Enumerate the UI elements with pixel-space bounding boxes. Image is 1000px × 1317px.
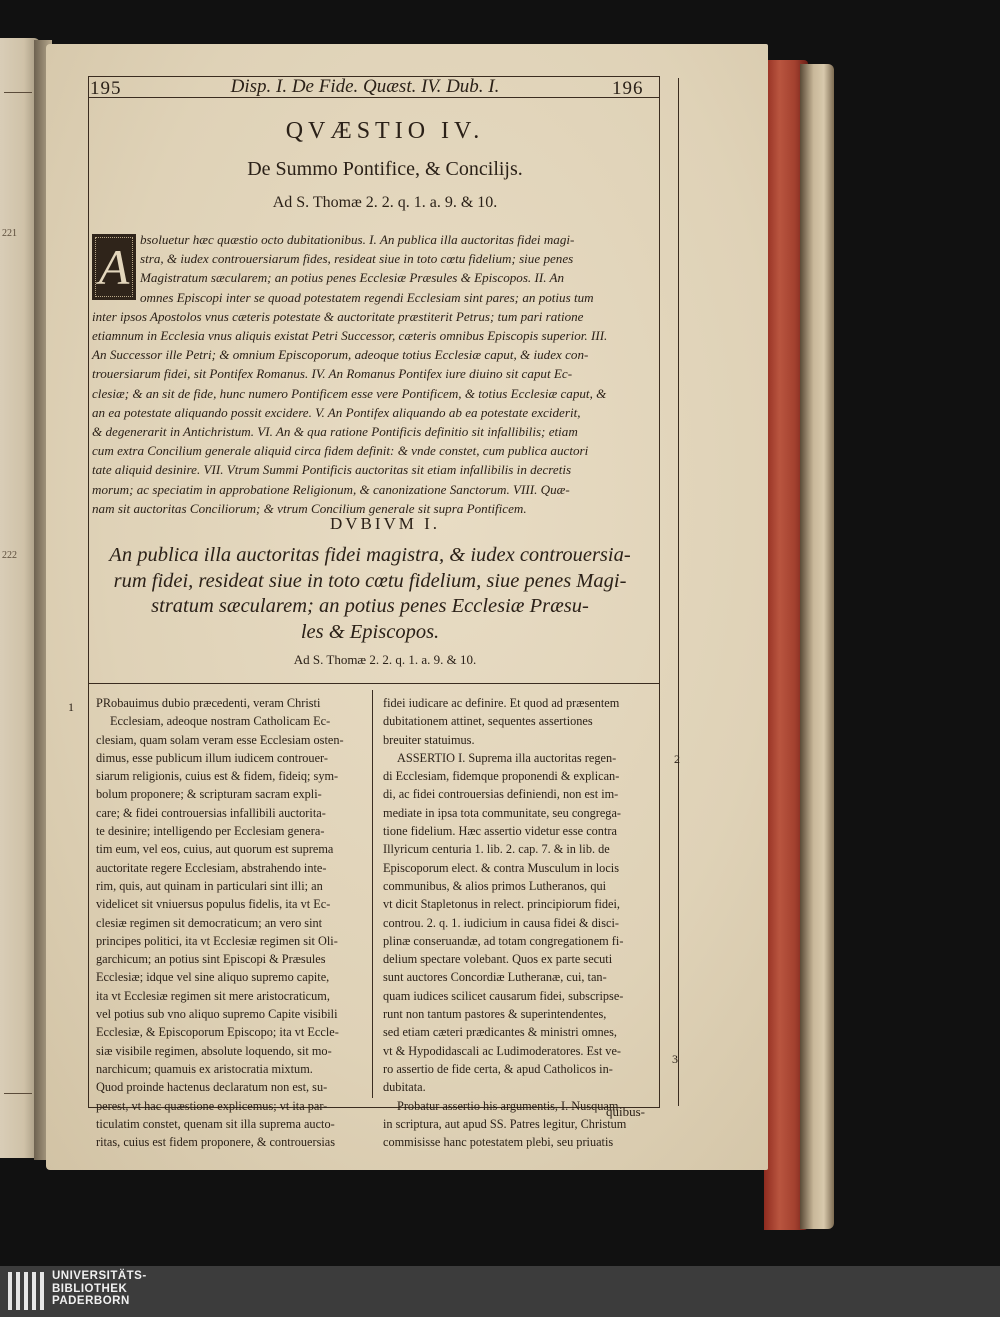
body-line: Ecclesiæ; idque vel sine aliquo supremo capite,: [96, 970, 330, 985]
body-line: sed etiam cæteri prædicantes & ministri omnes,: [383, 1025, 617, 1040]
body-line: ita vt Ecclesiæ regimen sit mere aristocraticum,: [96, 988, 330, 1003]
body-line: PRobauimus dubio præcedenti, veram Christi: [96, 696, 321, 710]
page-number-left: 195: [90, 78, 122, 99]
body-line: Ecclesiam, adeoque nostram Catholicam Ec-: [110, 714, 331, 729]
body-line: vt & Hypodidascali ac Ludimoderatores. Est ve-: [383, 1043, 622, 1058]
body-line: narchicum; quamuis ex aristocratia mixtum.: [96, 1061, 313, 1076]
intro-line: morum; ac speciatim in approbatione Religionum, & canonizatione Sanctorum. VIII. Quæ-: [92, 481, 570, 497]
body-line: dubitata.: [383, 1080, 426, 1095]
intro-line: tate aliquid desinire. VII. Vtrum Summi Pontificis auctoritas sit etiam infallibilis in decretis: [92, 462, 572, 478]
body-line: plinæ conseruandæ, ad totam congregationem fi-: [383, 933, 624, 948]
body-line: breuiter statuimus.: [383, 732, 475, 747]
margin-number-3: 3: [672, 1052, 678, 1066]
intro-line: omnes Episcopi inter se quoad potestatem regendi Ecclesiam sint pares; an potius tum: [140, 289, 594, 305]
library-name: [52, 1270, 147, 1308]
body-line: tione fidelium. Hæc assertio videtur esse contra: [383, 824, 617, 839]
body-line: di, ac fidei controuersias definiendi, non est im-: [383, 787, 619, 802]
intro-line: Magistratum sæcularem; an potius penes Ecclesiæ Præsules & Episcopos. II. An: [140, 270, 565, 286]
body-line: controu. 2. q. 1. iudicium in causa fidei & disci-: [383, 915, 619, 930]
page-number-right: 196: [612, 78, 644, 99]
body-line: Probatur assertio his argumentis, I. Nusquam: [397, 1098, 619, 1113]
dubium-question-line: rum fidei, resideat siue in toto cœtu fidelium, siue penes Magi-: [113, 569, 627, 592]
body-line: principes politici, ita vt Ecclesiæ regimen sit Oli-: [96, 933, 338, 948]
margin-number-2: 2: [674, 752, 680, 766]
intro-line: stra, & iudex controuersiarum fides, resideat siue in toto cœtu fidelium; siue penes: [140, 251, 574, 267]
quaestio-introduction: [92, 230, 650, 518]
body-line: delium spectare volebant. Quos ex parte secuti: [383, 952, 613, 967]
intro-line: & degenerarit in Antichristum. VI. An & qua ratione Pontificis definitio sit infallibilis; etiam: [92, 424, 578, 440]
body-line: siarum religionis, cuius est & fidem, fideiq; sym-: [96, 769, 339, 784]
quaestio-title: QVÆSTIO IV.: [285, 118, 485, 144]
body-line: vt dicit Stapletonus in relect. principiorum fidei,: [383, 897, 621, 912]
body-line: commisisse hanc potestatem plebi, seu priuatis: [383, 1135, 614, 1150]
body-line: garchicum; an potius sint Episcopi & Præsules: [96, 952, 326, 967]
library-logo-icon: [8, 1272, 44, 1310]
library-name-line: UNIVERSITÄTS-: [52, 1270, 147, 1282]
body-column-right: [383, 694, 655, 1151]
body-line: fidei iudicare ac definire. Et quod ad præsentem: [383, 696, 620, 710]
decorated-initial: A: [92, 234, 136, 300]
intro-line: inter ipsos Apostolos vnus cæteris potestate & auctoritate præstiterit Petrus; tum pari ratione: [92, 308, 584, 324]
intro-line: an ea potestate aliquando possit excidere. V. An Pontifex aliquando ab ea potestate exciderit,: [92, 404, 581, 420]
body-line: di Ecclesiam, fidemque proponendi & explican-: [383, 769, 620, 784]
body-line: vel potius sub vno aliquo supremo Capite visibili: [96, 1007, 338, 1022]
body-line: dimus, esse publicum illum iudicem controuer-: [96, 750, 328, 765]
dubium-question-line: An publica illa auctoritas fidei magistra, & iudex controuersia-: [109, 544, 631, 566]
body-line: te desinire; intelligendo per Ecclesiam genera-: [96, 824, 325, 839]
intro-line: An Successor ille Petri; & omnium Episcoporum, adeoque totius Ecclesiæ caput, & iudex con-: [92, 347, 589, 363]
running-title: Disp. I. De Fide. Quæst. IV. Dub. I.: [230, 76, 500, 97]
body-line: quam iudices scilicet causarum fidei, subscripse-: [383, 988, 624, 1003]
library-name-line: PADERBORN: [52, 1295, 130, 1308]
body-line: tim eum, vel eos, cuius, aut quorum est suprema: [96, 842, 334, 857]
body-line: ro assertio de fide certa, & apud Catholicos in-: [383, 1061, 613, 1076]
body-line: auctoritate regere Ecclesiam, abstrahendo inte-: [96, 860, 327, 875]
margin-rule: [678, 78, 679, 1106]
intro-line: trouersiarum fidei, sit Pontifex Romanus. IV. An Romanus Pontifex iure diuino sit caput Ec-: [92, 366, 573, 382]
body-line: Illyricum centuria 1. lib. 2. cap. 7. & in lib. de: [383, 842, 610, 857]
body-line: Episcoporum elect. & contra Musculum in locis: [383, 860, 619, 875]
left-margin-number: 221: [2, 228, 17, 239]
body-line: videlicet sit vniuersus populus fidelis, ita vt Ec-: [96, 897, 331, 912]
body-line: Ecclesiæ, & Episcoporum Episcopo; ita vt Eccle-: [96, 1025, 339, 1040]
margin-number-1: 1: [68, 700, 74, 714]
dubium-question-line: les & Episcopos.: [300, 620, 440, 643]
intro-line: nam sit auctoritas Conciliorum; & vtrum Concilium generale sit supra Pontificem.: [92, 500, 527, 516]
section-rule: [88, 683, 660, 684]
body-line: siæ visibile regimen, absolute loquendo, sit mo-: [96, 1043, 332, 1058]
body-line: bolum proponere; & scripturam sacram expli-: [96, 787, 322, 802]
body-line: ASSERTIO I. Suprema illa auctoritas regen-: [397, 750, 617, 765]
left-margin-number: 222: [2, 550, 17, 561]
body-line: rim, quis, aut quinam in particulari sint illi; an: [96, 878, 323, 893]
intro-line: cum extra Concilium generale aliquid circa fidem definit: & vnde constet, cum publica auctori: [92, 443, 589, 459]
library-name-line: BIBLIOTHEK: [52, 1282, 128, 1295]
intro-line: etiamnum in Ecclesia vnus aliquis existat Petri Successor, cæteris omnibus Episcopis superior. III.: [92, 328, 608, 344]
body-line: sunt auctores Concordiæ Lutheranæ, cui, tan-: [383, 970, 607, 985]
library-footer: [0, 1266, 1000, 1317]
body-line: perest, vt hac quæstione explicemus; vt ita par-: [96, 1098, 328, 1113]
quaestio-subtitle: De Summo Pontifice, & Concilijs.: [247, 158, 523, 180]
body-line: mediate in ipsa tota communitate, seu congrega-: [383, 805, 621, 820]
body-line: in scriptura, aut apud SS. Patres legitur, Christum: [383, 1116, 627, 1131]
body-line: ritas, cuius est fidem proponere, & controuersias: [96, 1135, 336, 1150]
dubium-title: DVBIVM I.: [329, 514, 441, 533]
catchword: quibus-: [606, 1104, 645, 1119]
body-line: care; & fidei controuersias infallibili auctorita-: [96, 805, 326, 820]
body-column-left: [96, 694, 364, 1151]
book-cover-edge: [800, 64, 834, 1229]
dubium-question: [92, 543, 648, 645]
quaestio-reference: Ad S. Thomæ 2. 2. q. 1. a. 9. & 10.: [272, 194, 498, 211]
intro-line: clesiæ; & an sit de fide, hunc numero Pontificem esse vere Pontificem, & totius Ecclesiæ caput, &: [92, 385, 607, 401]
dubium-reference: Ad S. Thomæ 2. 2. q. 1. a. 9. & 10.: [293, 652, 477, 667]
column-rule: [372, 690, 373, 1098]
body-line: clesiam, quam solam veram esse Ecclesiam osten-: [96, 732, 344, 747]
body-line: clesiæ regimen sit democraticum; an vero sint: [96, 915, 323, 930]
body-line: ticulatim constet, quenam sit illa suprema aucto-: [96, 1116, 335, 1131]
body-line: dubitationem attinet, sequentes assertiones: [383, 714, 593, 729]
body-line: runt non tantum pastores & superintendentes,: [383, 1007, 607, 1022]
dubium-question-line: stratum sæcularem; an potius penes Ecclesiæ Præsu-: [151, 595, 589, 617]
body-line: Quod proinde hactenus declaratum non est, su-: [96, 1080, 328, 1095]
intro-line: bsoluetur hæc quæstio octo dubitationibus. I. An publica illa auctoritas fidei magi-: [140, 232, 575, 247]
body-line: communibus, & alios primos Lutheranos, qui: [383, 878, 607, 893]
